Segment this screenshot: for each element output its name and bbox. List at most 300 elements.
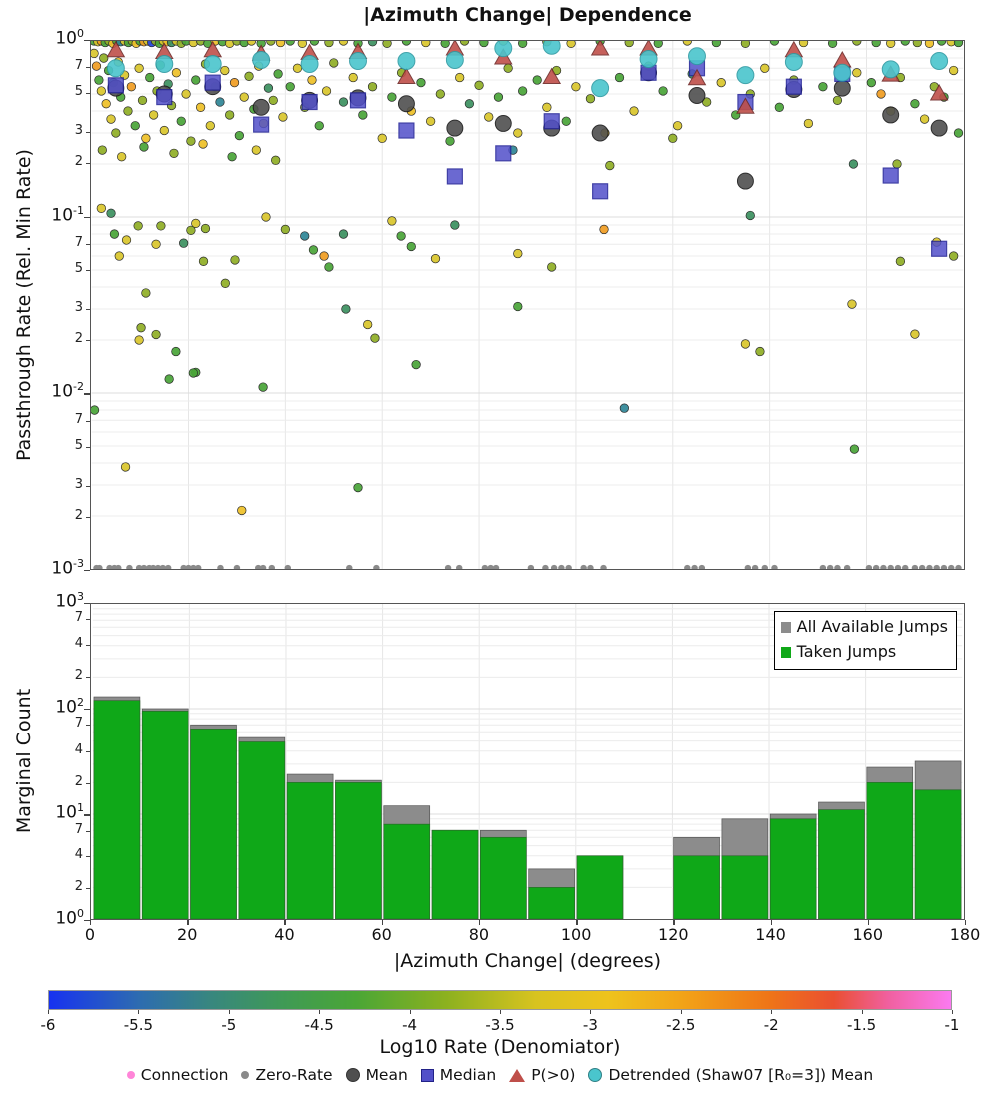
connection-point — [620, 404, 629, 413]
connection-point — [110, 230, 119, 239]
connection-point — [98, 146, 107, 155]
connection-point — [160, 126, 169, 135]
taken-jumps-swatch — [781, 647, 791, 658]
connection-point — [206, 121, 215, 130]
zero-rate-point — [217, 565, 223, 569]
connection-point — [514, 249, 523, 258]
connection-point — [925, 41, 934, 48]
y-tick-label: 5 — [74, 84, 83, 100]
connection-point — [451, 221, 460, 230]
connection-point — [949, 252, 958, 261]
histogram-legend-row-taken — [781, 640, 948, 665]
detrended-marker — [495, 41, 512, 57]
connection-point — [165, 375, 174, 384]
connection-point — [446, 137, 455, 146]
marker-legend-label: Detrended (Shaw07 [R₀=3]) Mean — [608, 1066, 874, 1084]
connection-point — [359, 111, 368, 120]
connection-point — [901, 41, 910, 45]
median-marker — [399, 123, 414, 138]
connection-point — [407, 242, 416, 251]
connection-point — [850, 445, 859, 454]
y-tick-mark — [84, 570, 90, 571]
connection-point — [221, 279, 230, 288]
detrended-marker — [785, 54, 802, 71]
colorbar-tick-label: -3.5 — [485, 1016, 515, 1034]
connection-point — [298, 41, 307, 48]
taken-bar — [480, 837, 526, 919]
connection-point — [872, 41, 881, 47]
connection-point — [441, 41, 450, 48]
marker-legend-item — [127, 1066, 229, 1084]
connection-point — [877, 90, 886, 99]
zero-rate-point — [844, 565, 850, 569]
median-marker — [351, 93, 366, 108]
connection-point — [625, 41, 634, 47]
connection-point — [247, 41, 256, 45]
median-marker — [302, 95, 317, 110]
zero-rate-point — [955, 565, 961, 569]
zero-rate-point — [165, 565, 171, 569]
connection-point — [668, 134, 677, 143]
median-marker — [447, 169, 462, 184]
zero-rate-point — [762, 565, 768, 569]
x-tick-label: 80 — [468, 925, 490, 944]
x-tick-label: 140 — [755, 925, 786, 944]
zero-rate-point — [528, 565, 534, 569]
detrended-marker — [592, 80, 609, 97]
connection-point — [157, 222, 166, 231]
mean-icon — [346, 1068, 360, 1082]
detrended-marker — [301, 56, 318, 73]
connection-point — [388, 217, 397, 226]
zero-rate-point — [126, 565, 132, 569]
zero-rate-point — [346, 565, 352, 569]
connection-point — [363, 320, 372, 329]
scatter-panel — [90, 40, 965, 570]
connection-point — [182, 90, 191, 99]
connection-point — [199, 257, 208, 266]
y-tick-label: 2 — [74, 773, 83, 789]
y-tick-label: 3 — [74, 476, 83, 492]
connection-point — [848, 300, 857, 309]
marker-legend-label: Connection — [140, 1066, 229, 1084]
y-tick-label: 7 — [74, 716, 83, 732]
zero-rate-point — [834, 565, 840, 569]
taken-bar — [432, 830, 478, 919]
mean-marker — [398, 96, 414, 112]
connection-point — [237, 506, 246, 515]
histogram-legend-row-all — [781, 615, 948, 640]
y-tick-label: $10^{-3}$ — [51, 557, 84, 579]
zero-rate-point — [684, 565, 690, 569]
x-tick-label: 20 — [177, 925, 198, 944]
connection-point — [659, 87, 668, 96]
connection-point — [436, 90, 445, 99]
connection-point — [606, 161, 615, 170]
taken-bar — [770, 819, 816, 919]
connection-point — [276, 41, 285, 47]
marker-legend-label: Zero-Rate — [255, 1066, 333, 1084]
x-tick-mark — [284, 920, 285, 925]
zero-rate-point — [745, 565, 751, 569]
marker-legend-label: Median — [439, 1066, 497, 1084]
y-tick-label: 5 — [74, 260, 83, 276]
detrended-marker — [882, 61, 899, 78]
connection-point — [240, 93, 249, 102]
y-tick-label: 2 — [74, 331, 83, 347]
connection-point — [286, 41, 295, 45]
colorbar-tick-mark — [410, 1010, 411, 1014]
zero-rate-point — [558, 565, 564, 569]
connection-point — [134, 222, 143, 231]
detrended-marker — [640, 51, 657, 68]
marker-legend-item — [509, 1066, 575, 1084]
connection-point — [95, 76, 104, 85]
connection-point — [712, 41, 721, 47]
connection-point — [853, 41, 862, 45]
connection-point — [480, 41, 489, 47]
taken-bar — [722, 856, 768, 919]
mean-marker — [253, 99, 269, 115]
connection-point — [172, 68, 181, 77]
connection-point — [600, 225, 609, 234]
connection-point — [913, 41, 922, 47]
connection-point — [630, 107, 639, 116]
marker-legend-item — [421, 1066, 496, 1084]
connection-point — [368, 41, 377, 46]
connection-point — [112, 129, 121, 138]
connection-point — [339, 41, 348, 45]
connection-point — [911, 99, 920, 108]
connection-point — [378, 134, 387, 143]
colorbar-tick-mark — [862, 1010, 863, 1014]
connection-point — [819, 82, 828, 91]
connection-point — [252, 146, 261, 155]
connection-point — [235, 131, 244, 140]
zero-rate-point — [752, 565, 758, 569]
connection-point — [804, 119, 813, 128]
x-tick-label: 0 — [84, 925, 96, 944]
connection-point — [149, 111, 158, 120]
taken-bar — [867, 782, 913, 919]
connection-point — [937, 41, 946, 45]
p-0-icon — [509, 1069, 525, 1082]
x-tick-label: 160 — [852, 925, 884, 944]
connection-point — [228, 152, 237, 161]
zero-rate-point — [941, 565, 947, 569]
connection-point — [191, 219, 200, 228]
connection-point — [504, 64, 513, 73]
connection-point — [920, 115, 929, 124]
taken-bar — [529, 887, 575, 919]
median-marker — [205, 75, 220, 90]
x-tick-mark — [479, 920, 480, 925]
y-tick-label: 3 — [74, 123, 83, 139]
connection-point — [177, 117, 186, 126]
connection-point — [775, 103, 784, 112]
taken-bar — [577, 856, 623, 919]
colorbar-tick-mark — [500, 1010, 501, 1014]
connection-point — [465, 99, 474, 108]
marker-legend — [0, 1066, 1000, 1084]
zero-rate-point — [373, 565, 379, 569]
connection-point — [494, 93, 503, 102]
connection-point — [117, 152, 126, 161]
connection-point — [245, 72, 254, 81]
connection-point — [586, 94, 595, 103]
connection-point — [279, 113, 288, 122]
connection-point — [717, 78, 726, 87]
connection-point — [115, 252, 124, 261]
y-tick-label: 7 — [74, 58, 83, 74]
connection-point — [91, 49, 98, 58]
connection-point — [673, 121, 682, 130]
connection-point — [543, 103, 552, 112]
connection-point — [849, 160, 858, 169]
connection-point — [264, 84, 273, 93]
detrended-marker — [253, 52, 270, 69]
zero-rate-point — [948, 565, 954, 569]
connection-point — [533, 76, 542, 85]
y-tick-label: $10^0$ — [55, 907, 84, 929]
taken-bar — [335, 782, 381, 919]
mean-marker — [689, 88, 705, 104]
connection-point — [99, 54, 108, 63]
connection-point — [354, 483, 363, 492]
connection-point — [135, 64, 144, 73]
mean-marker — [931, 120, 947, 136]
x-tick-label: 180 — [949, 925, 981, 944]
taken-bar — [674, 856, 720, 919]
connection-point — [293, 64, 302, 73]
zero-rate-icon — [241, 1071, 249, 1079]
y-tick-label: 7 — [74, 610, 83, 626]
connection-point — [310, 41, 319, 45]
marker-legend-label: P(>0) — [531, 1066, 576, 1084]
colorbar-tick-label: -2.5 — [666, 1016, 696, 1034]
connection-point — [896, 257, 905, 266]
connection-point — [152, 240, 161, 249]
connection-point — [518, 41, 527, 48]
colorbar-tick-label: -5 — [221, 1016, 237, 1034]
histogram-legend — [774, 611, 957, 670]
connection-point — [339, 230, 348, 239]
connection-point — [402, 41, 411, 45]
y-tick-label: 2 — [74, 507, 83, 523]
y-tick-label: 2 — [74, 154, 83, 170]
taken-bar — [384, 824, 430, 919]
connection-point — [799, 41, 808, 47]
connection-point — [325, 263, 334, 272]
colorbar-tick-label: -2 — [763, 1016, 779, 1034]
zero-rate-point — [827, 565, 833, 569]
zero-rate-point — [912, 565, 918, 569]
y-tick-label: $10^{-2}$ — [51, 380, 84, 402]
connection-point — [371, 334, 380, 343]
zero-rate-point — [456, 565, 462, 569]
colorbar-tick-label: -5.5 — [123, 1016, 154, 1034]
x-tick-mark — [90, 920, 91, 925]
connection-point — [122, 236, 131, 245]
colorbar-tick-label: -3 — [582, 1016, 598, 1034]
y-tick-label: 4 — [74, 847, 83, 863]
zero-rate-point — [880, 565, 886, 569]
connection-point — [949, 66, 958, 75]
median-marker — [496, 146, 511, 161]
median-marker — [108, 78, 123, 93]
connection-point — [867, 78, 876, 87]
detrended-marker — [737, 67, 754, 84]
connection-point — [954, 129, 963, 138]
median-marker — [883, 168, 898, 183]
connection-point — [145, 73, 154, 82]
connection-point — [325, 41, 334, 47]
mean-marker — [495, 115, 511, 131]
colorbar — [48, 990, 952, 1010]
zero-rate-point — [926, 565, 932, 569]
connection-point — [135, 336, 144, 345]
y-tick-label: 7 — [74, 411, 83, 427]
y-tick-label: 5 — [74, 437, 83, 453]
connection-point — [315, 121, 324, 130]
connection-point — [562, 117, 571, 126]
top-y-axis-label: Passthrough Rate (Rel. Min Rate) — [13, 149, 35, 461]
connection-point — [281, 225, 290, 234]
connection-point — [127, 82, 136, 91]
connection-point — [216, 98, 225, 107]
connection-point — [339, 98, 348, 107]
connection-point — [271, 156, 280, 165]
y-tick-label: 2 — [74, 879, 83, 895]
connection-icon — [127, 1071, 135, 1079]
connection-point — [140, 143, 149, 152]
median-marker — [254, 117, 269, 132]
connection-point — [309, 246, 318, 255]
y-tick-label: $10^2$ — [55, 695, 84, 718]
connection-point — [547, 263, 556, 272]
x-tick-mark — [673, 920, 674, 925]
x-tick-label: 60 — [371, 925, 392, 944]
detrended-marker — [156, 56, 173, 73]
y-tick-label: 2 — [74, 667, 83, 683]
connection-point — [320, 252, 329, 261]
x-tick-mark — [187, 920, 188, 925]
colorbar-tick-mark — [319, 1010, 320, 1014]
connection-point — [741, 41, 750, 48]
taken-bar — [239, 742, 285, 919]
detrended-marker — [931, 53, 948, 70]
mean-marker — [447, 120, 463, 136]
connection-point — [431, 254, 440, 263]
mean-marker — [592, 125, 608, 141]
zero-rate-point — [482, 565, 488, 569]
median-marker — [932, 241, 947, 256]
connection-point — [179, 239, 188, 248]
connection-point — [231, 256, 240, 265]
median-marker — [786, 79, 801, 94]
connection-point — [475, 81, 484, 90]
connection-point — [683, 41, 692, 45]
mean-marker — [883, 107, 899, 123]
mean-marker — [737, 173, 753, 189]
y-tick-label: 3 — [74, 300, 83, 316]
connection-point — [300, 232, 309, 241]
detrended-marker — [446, 52, 463, 69]
zero-rate-point — [873, 565, 879, 569]
connection-point — [455, 73, 464, 82]
y-tick-label: 7 — [74, 821, 83, 837]
colorbar-tick-mark — [590, 1010, 591, 1014]
x-tick-label: 40 — [274, 925, 295, 944]
zero-rate-point — [771, 565, 777, 569]
connection-point — [308, 76, 317, 85]
marker-legend-item — [588, 1066, 873, 1084]
connection-point — [514, 302, 523, 311]
connection-point — [572, 82, 581, 91]
zero-rate-point — [587, 565, 593, 569]
connection-point — [225, 111, 234, 120]
zero-rate-point — [260, 565, 266, 569]
connection-point — [142, 134, 151, 143]
connection-point — [91, 406, 99, 415]
connection-point — [349, 73, 358, 82]
connection-point — [107, 115, 116, 124]
zero-rate-point — [600, 565, 606, 569]
connection-point — [388, 93, 397, 102]
connection-point — [269, 96, 278, 105]
connection-point — [121, 463, 130, 472]
colorbar-tick-label: -1 — [944, 1016, 960, 1034]
colorbar-tick-mark — [952, 1010, 953, 1014]
connection-point — [911, 330, 920, 339]
connection-point — [322, 87, 331, 96]
connection-point — [142, 289, 151, 298]
connection-point — [191, 76, 200, 85]
connection-point — [221, 66, 230, 75]
zero-rate-point — [269, 565, 275, 569]
connection-point — [741, 340, 750, 349]
connection-point — [124, 107, 133, 116]
x-tick-label: 100 — [560, 925, 592, 944]
detrended-shaw07-r-3-mean-icon — [588, 1068, 602, 1082]
x-tick-mark — [771, 920, 772, 925]
connection-point — [199, 140, 208, 149]
x-axis-label: |Azimuth Change| (degrees) — [393, 950, 662, 972]
zero-rate-point — [551, 565, 557, 569]
zero-rate-point — [445, 565, 451, 569]
zero-rate-point — [542, 565, 548, 569]
connection-point — [886, 41, 895, 48]
p-gt0-marker — [592, 41, 609, 55]
scatter-plot-area — [91, 41, 964, 569]
y-tick-label: 4 — [74, 636, 83, 652]
connection-point — [615, 73, 624, 82]
y-tick-label: $10^0$ — [55, 27, 84, 49]
taken-jumps-label: Taken Jumps — [796, 641, 897, 661]
connection-point — [201, 224, 210, 233]
taken-bar — [94, 701, 140, 919]
detrended-marker — [204, 56, 221, 73]
connection-point — [368, 82, 377, 91]
connection-point — [97, 204, 106, 213]
x-tick-mark — [576, 920, 577, 925]
connection-point — [286, 82, 295, 91]
y-tick-label: 7 — [74, 235, 83, 251]
connection-point — [172, 347, 181, 356]
connection-point — [761, 64, 770, 73]
connection-point — [267, 41, 276, 45]
colorbar-tick-mark — [48, 1010, 49, 1014]
